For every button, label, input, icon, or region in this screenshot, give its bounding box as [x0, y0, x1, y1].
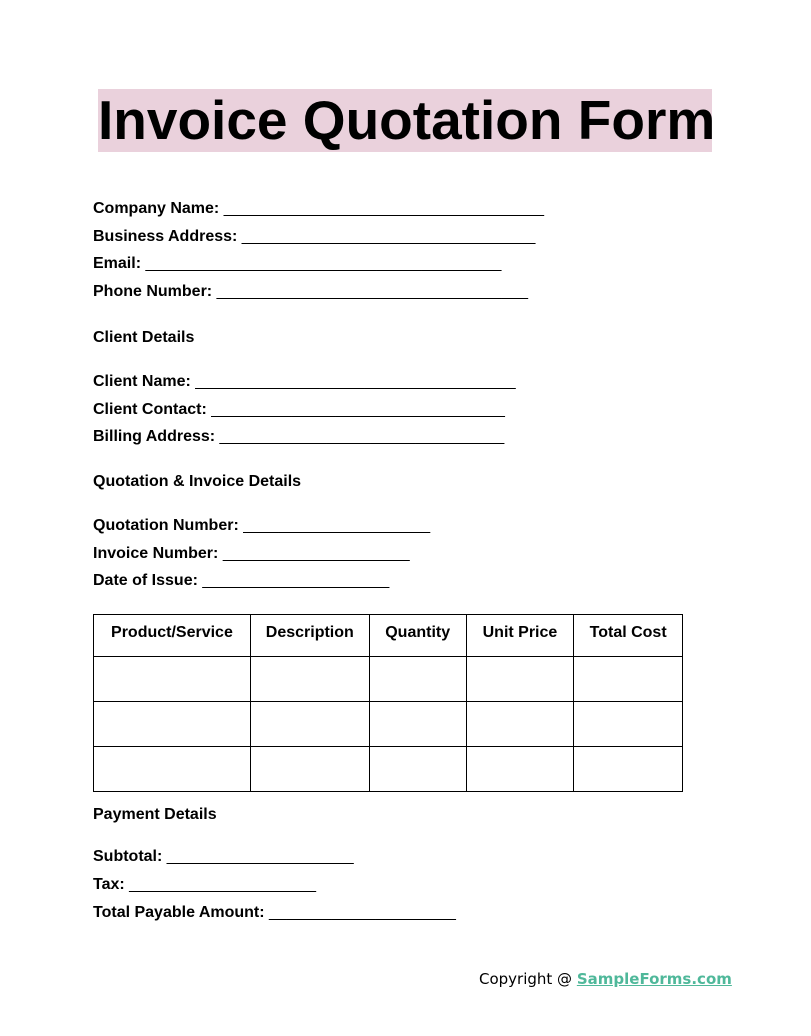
table-cell[interactable] — [574, 702, 683, 747]
table-row — [94, 702, 683, 747]
subtotal-field[interactable] — [93, 847, 354, 867]
field-label: Phone Number: — [93, 283, 213, 300]
copyright-prefix: Copyright @ — [479, 970, 577, 988]
field-label: Business Address: — [93, 228, 238, 245]
copyright-footer — [479, 970, 732, 988]
business-address-field[interactable] — [93, 227, 535, 247]
field-label: Company Name: — [93, 200, 220, 217]
table-row — [94, 657, 683, 702]
table-cell[interactable] — [369, 702, 466, 747]
field-blank[interactable]: _________________________________ — [241, 228, 536, 245]
field-blank[interactable]: _________________________________ — [211, 401, 505, 418]
field-label: Total Payable Amount: — [93, 904, 265, 921]
header-description: Description — [250, 615, 369, 657]
field-blank[interactable]: _____________________ — [222, 545, 410, 562]
field-blank[interactable]: _____________________ — [202, 572, 390, 589]
field-blank[interactable]: _____________________ — [129, 876, 317, 893]
field-label: Tax: — [93, 876, 125, 893]
field-label: Quotation Number: — [93, 517, 239, 534]
table-cell[interactable] — [466, 702, 574, 747]
field-blank[interactable]: ____________________________________ — [223, 200, 545, 217]
table-cell[interactable] — [250, 747, 369, 792]
email-field[interactable] — [93, 254, 501, 274]
tax-field[interactable] — [93, 875, 316, 895]
table-header-row — [94, 615, 683, 657]
field-blank[interactable]: ________________________________ — [219, 428, 505, 445]
quotation-details-heading: Quotation & Invoice Details — [93, 473, 302, 490]
table-cell[interactable] — [574, 657, 683, 702]
table-cell[interactable] — [94, 657, 251, 702]
table-cell[interactable] — [369, 747, 466, 792]
table-cell[interactable] — [466, 657, 574, 702]
header-product-service: Product/Service — [94, 615, 251, 657]
total-payable-field[interactable] — [93, 903, 456, 923]
table-row — [94, 747, 683, 792]
field-blank[interactable]: _____________________ — [269, 904, 456, 921]
field-label: Subtotal: — [93, 848, 163, 865]
table-cell[interactable] — [250, 702, 369, 747]
items-table — [93, 614, 683, 792]
payment-details-heading: Payment Details — [93, 806, 217, 823]
field-label: Invoice Number: — [93, 545, 219, 562]
client-details-heading: Client Details — [93, 329, 195, 346]
field-label: Email: — [93, 255, 142, 272]
client-contact-field[interactable] — [93, 400, 505, 420]
client-name-field[interactable] — [93, 372, 516, 392]
field-blank[interactable]: _____________________ — [166, 848, 354, 865]
table-cell[interactable] — [466, 747, 574, 792]
field-label: Client Name: — [93, 373, 191, 390]
field-label: Billing Address: — [93, 428, 216, 445]
date-of-issue-field[interactable] — [93, 571, 389, 591]
field-label: Client Contact: — [93, 401, 207, 418]
phone-number-field[interactable] — [93, 282, 528, 302]
table-cell[interactable] — [574, 747, 683, 792]
field-label: Date of Issue: — [93, 572, 198, 589]
invoice-number-field[interactable] — [93, 544, 410, 564]
billing-address-field[interactable] — [93, 427, 504, 447]
table-cell[interactable] — [369, 657, 466, 702]
company-name-field[interactable] — [93, 199, 544, 219]
table-cell[interactable] — [94, 747, 251, 792]
table-cell[interactable] — [94, 702, 251, 747]
quotation-number-field[interactable] — [93, 516, 430, 536]
page-title: Invoice Quotation Form — [98, 89, 716, 151]
field-blank[interactable]: ____________________________________ — [195, 373, 516, 390]
table-cell[interactable] — [250, 657, 369, 702]
field-blank[interactable]: ________________________________________ — [145, 255, 502, 272]
field-blank[interactable]: _____________________ — [243, 517, 431, 534]
brand-link[interactable]: SampleForms.com — [576, 970, 732, 988]
header-unit-price: Unit Price — [466, 615, 574, 657]
header-quantity: Quantity — [369, 615, 466, 657]
header-total-cost: Total Cost — [574, 615, 683, 657]
field-blank[interactable]: ___________________________________ — [216, 283, 529, 300]
